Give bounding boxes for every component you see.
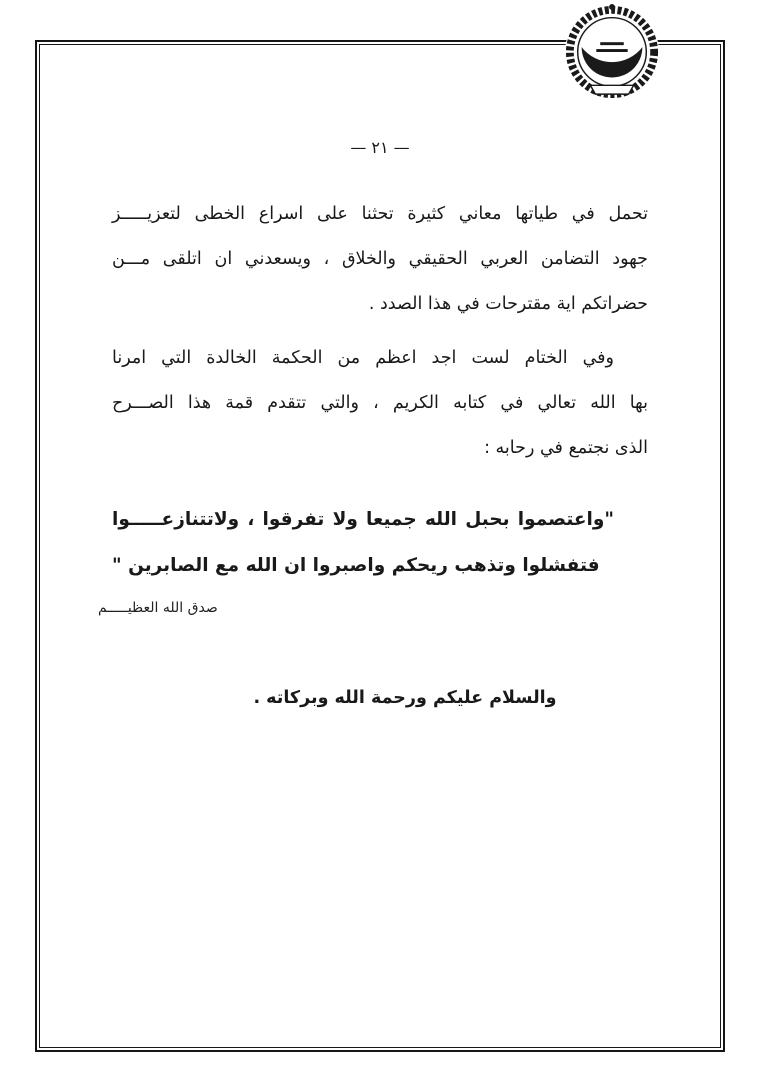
closing-paragraph [112,336,648,471]
page-number: — ٢١ — [350,138,410,157]
arab-league-emblem-icon [563,3,661,101]
quran-quote-line: فتفشلوا وتذهب ريحكم واصبروا ان الله مع الصابرين " [112,555,600,576]
paragraph-line: وفي الختام لست اجد اعظم من الحكمة الخالدة التي امرنا [112,348,614,368]
paragraph-line: حضراتكم اية مقترحات في هذا الصدد . [368,294,648,314]
quran-quote [112,497,648,589]
paragraph-line: جهود التضامن العربي الحقيقي والخلاق ، ويسعدني ان اتلقى مـــن [112,249,648,269]
paragraph-continuation [112,192,648,327]
paragraph-line: بها الله تعالي في كتابه الكريم ، والتي تتقدم قمة هذا الصـــرح [112,393,648,413]
sadaqa-text: صدق الله العظيـــــم [98,600,218,616]
closing-salutation: والسلام عليكم ورحمة الله وبركاته . [253,688,557,708]
paragraph-line: تحمل في طياتها معاني كثيرة تحثنا على اسراع الخطى لتعزيـــــز [112,204,648,224]
paragraph-line: الذى نجتمع في رحابه : [484,438,648,458]
quran-quote-line: "واعتصموا بحبل الله جميعا ولا تفرقوا ، ولاتتنازعـــــوا [112,509,614,530]
